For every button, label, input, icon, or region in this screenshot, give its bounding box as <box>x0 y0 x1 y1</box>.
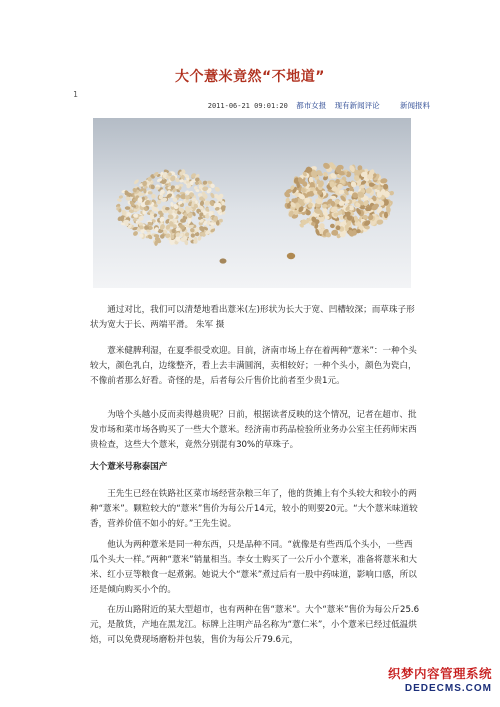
news-tip-link[interactable]: 新闻报料 <box>400 101 430 110</box>
photo-caption: 通过对比，我们可以清楚地看出薏米(左)形状为长大于宽、凹槽较深；而草珠子形状为宽大于长、两端平滑。 朱军 摄 <box>90 305 415 330</box>
watermark-english: DEDECMS.COM <box>404 682 492 694</box>
single-job-tears-grain <box>220 258 227 263</box>
watermark-chinese: 织梦内容管理系统 <box>387 666 492 681</box>
publish-datetime: 2011-06-21 09:01:20 <box>207 102 288 110</box>
paragraph: 为啥个头越小反而卖得越贵呢？日前，根据读者反映的这个情况，记者在超市、批发市场和菜市场各购买了一些大个薏米。经济南市药品检验所业务办公室主任药师宋西贵检查，这些大个薏米，竟然分别混有30%的草珠子。 <box>90 410 417 450</box>
comments-link[interactable]: 现有新闻评论 <box>334 101 380 110</box>
paragraph: 他认为两种薏米是同一种东西，只是品种不同。“就像是有些西瓜个头小，一些西瓜个头大一样。”两种“薏米”销量相当。李女士购买了一公斤小个薏米，准备将薏米和大米、红小豆等粮食一起煮粥。她说大个“薏米”煮过后有一股中药味道，影响口感，所以还是倾向购买小个的。 <box>90 540 418 595</box>
paragraph: 在历山路附近的某大型超市，也有两种在售“薏米”。大个“薏米”售价为每公斤25.6元，是散货，产地在黑龙江。标牌上注明产品名称为“薏仁米”，小个薏米已经过低温烘焙，可以免费现场磨粉并包装，售价为每公斤79.6元， <box>90 605 420 645</box>
paragraph: 王先生已经在铁路社区菜市场经营杂粮三年了，他的货摊上有个头较大和较小的两种“薏米”。颗粒较大的“薏米”售价为每公斤14元，较小的则要20元。“大个薏米味道较香，营养价值不如小的好。”王先生说。 <box>90 489 418 529</box>
grain-comparison-photo <box>93 118 411 288</box>
article-title: 大个薏米竟然“不地道” <box>175 69 325 85</box>
single-coix-seed-grain <box>287 253 295 259</box>
article-photo <box>93 118 411 288</box>
section-heading: 大个薏米号称泰国产 <box>90 462 168 472</box>
article-meta <box>208 100 430 111</box>
page-number: 1 <box>73 90 78 99</box>
source-link[interactable]: 都市女报 <box>296 101 327 110</box>
paragraph: 薏米健脾利湿，在夏季很受欢迎。目前，济南市场上存在着两种“薏米”：一种个头较大，颜色乳白，边缘整齐，看上去丰满圆润，卖相较好；一种个头小，颜色为瓷白，不像前者那么好看。奇怪的是，后者每公斤售价比前者至少贵1元。 <box>90 346 417 386</box>
site-watermark <box>388 668 492 694</box>
